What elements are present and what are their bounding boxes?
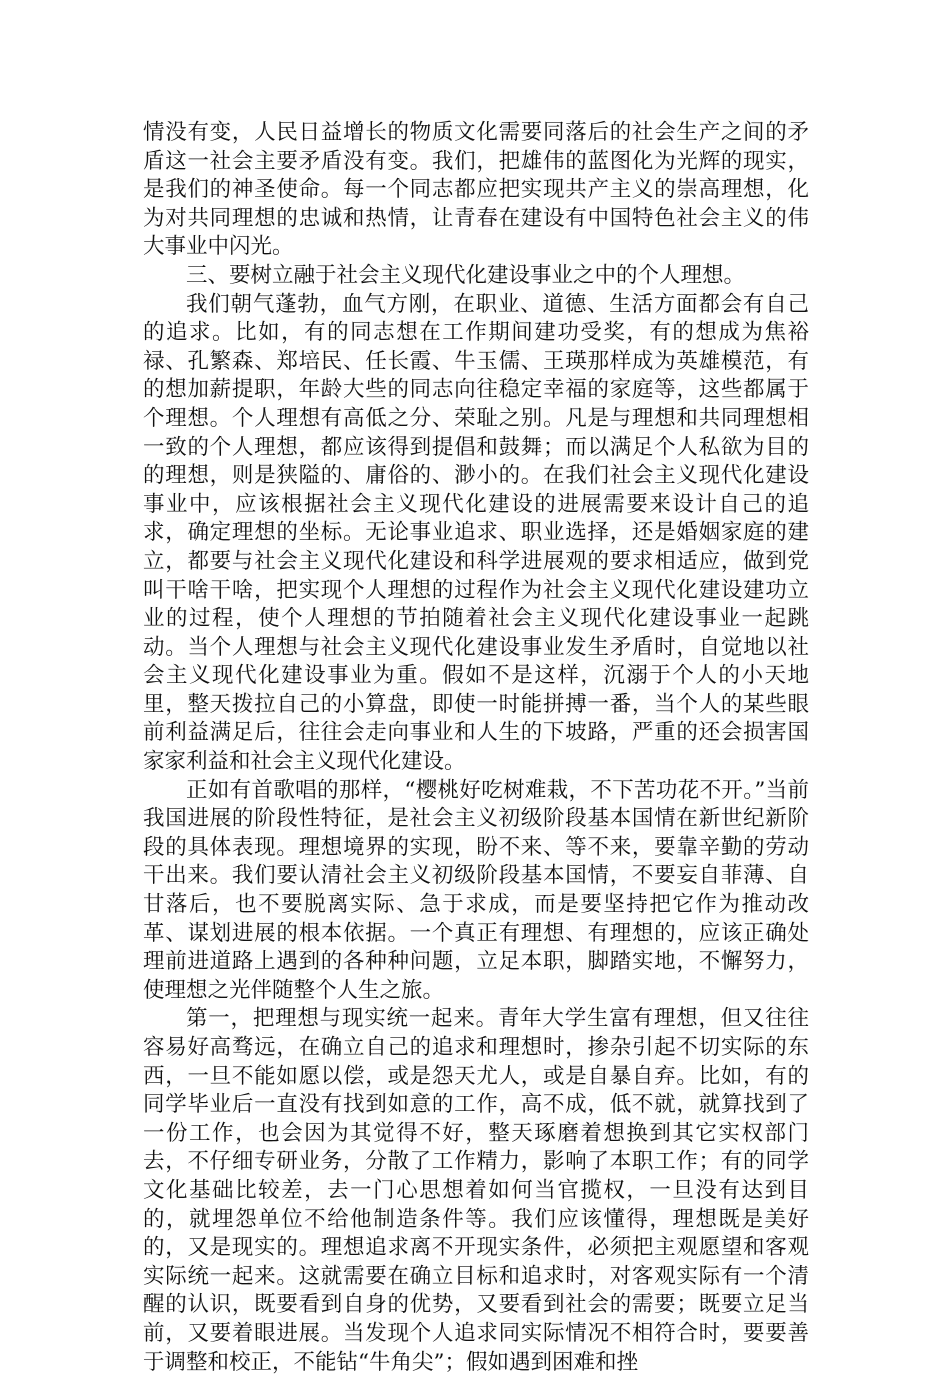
paragraph-song-quote: 正如有首歌唱的那样，“樱桃好吃树难栽，不下苦功花不开。”当前我国进展的阶段性特征，是社会主义初级阶段基本国情在新世纪新阶段的具体表现。理想境界的实现，盼不来、等不来，要靠辛勤的劳动干出来。我们要认清社会主义初级阶段基本国情，不要妄自菲薄、自甘落后，也不要脱离实际、急于求成，而是要坚持把它作为推动改革、谋划进展的根本依据。一个真正有理想、有理想的，应该正确处理前进道路上遇到的各种种问题，立足本职，脚踏实地，不懈努力，使理想之光伴随整个人生之旅。 bbox=[143, 777, 809, 1003]
document-page bbox=[143, 119, 809, 1377]
section-heading-three: 三、要树立融于社会主义现代化建设事业之中的个人理想。 bbox=[186, 262, 746, 288]
paragraph-personal-ideals: 我们朝气蓬勃，血气方刚，在职业、道德、生活方面都会有自己的追求。比如，有的同志想在工作期间建功受奖，有的想成为焦裕禄、孔繁森、郑培民、任长霞、牛玉儒、王瑛那样成为英雄模范，有的想加薪提职，年龄大些的同志向往稳定幸福的家庭等，这些都属于个理想。个人理想有高低之分、荣耻之别。凡是与理想和共同理想相一致的个人理想，都应该得到提倡和鼓舞；而以满足个人私欲为目的的理想，则是狭隘的、庸俗的、渺小的。在我们社会主义现代化建设事业中，应该根据社会主义现代化建设的进展需要来设计自己的追求，确定理想的坐标。无论事业追求、职业选择，还是婚姻家庭的建立，都要与社会主义现代化建设和科学进展观的要求相适应，做到党叫干啥干啥，把实现个人理想的过程作为社会主义现代化建设建功立业的过程，使个人理想的节拍随着社会主义现代化建设事业一起跳动。当个人理想与社会主义现代化建设事业发生矛盾时，自觉地以社会主义现代化建设事业为重。假如不是这样，沉溺于个人的小天地里，整天拨拉自己的小算盘，即使一时能拼搏一番，当个人的某些眼前利益满足后，往往会走向事业和人生的下坡路，严重的还会损害国家家利益和社会主义现代化建设。 bbox=[143, 291, 809, 775]
paragraph-continuation: 情没有变，人民日益增长的物质文化需要同落后的社会生产之间的矛盾这一社会主要矛盾没有变。我们，把雄伟的蓝图化为光辉的现实，是我们的神圣使命。每一个同志都应把实现共产主义的崇高理想，化为对共同理想的忠诚和热情，让青春在建设有中国特色社会主义的伟大事业中闪光。 bbox=[143, 120, 809, 260]
paragraph-point-one: 第一，把理想与现实统一起来。青年大学生富有理想，但又往往容易好高骛远，在确立自己的追求和理想时，掺杂引起不切实际的东西，一旦不能如愿以偿，或是怨天尤人，或是自暴自弃。比如，有的同学毕业后一直没有找到如意的工作，高不成，低不就，就算找到了一份工作，也会因为其觉得不好，整天琢磨着想换到其它实权部门去，不仔细专研业务，分散了工作精力，影响了本职工作；有的同学文化基础比较差，去一门心思想着如何当官揽权，一旦没有达到目的，就埋怨单位不给他制造条件等。我们应该懂得，理想既是美好的，又是现实的。理想追求离不开现实条件，必须把主观愿望和客观实际统一起来。这就需要在确立目标和追求时，对客观实际有一个清醒的认识，既要看到自身的优势，又要看到社会的需要；既要立足当前，又要着眼进展。当发现个人追求同实际情况不相符合时，要要善于调整和校正，不能钻“牛角尖”；假如遇到困难和挫 bbox=[143, 1006, 809, 1375]
